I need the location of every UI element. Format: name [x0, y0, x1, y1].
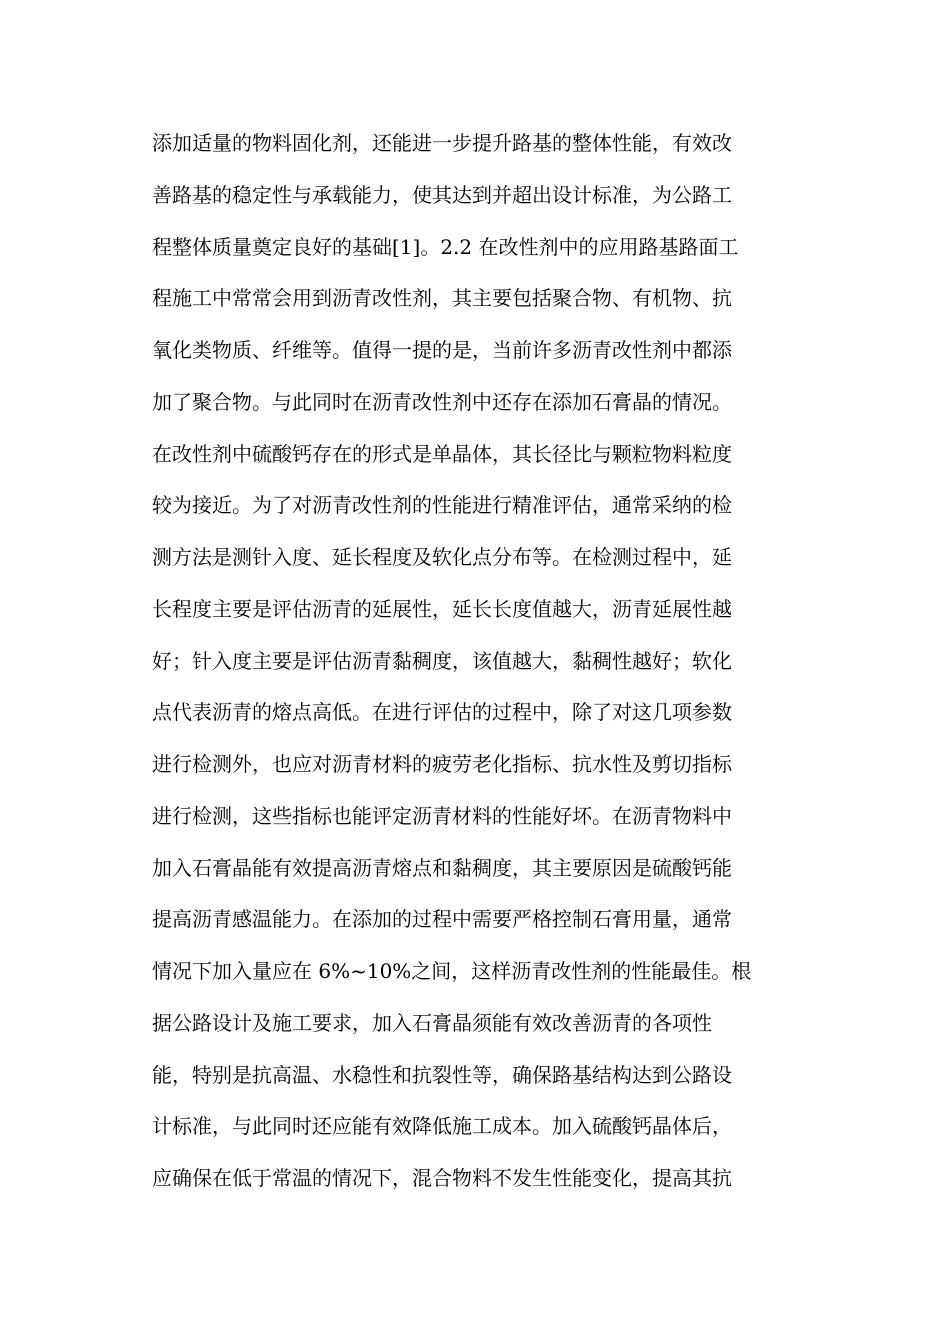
text-line: 氧化类物质、纤维等。值得一提的是，当前许多沥青改性剂中都添: [152, 338, 732, 362]
text-line: 在改性剂中硫酸钙存在的形式是单晶体，其长径比与颗粒物料粒度: [152, 441, 732, 466]
text-line: 应确保在低于常温的情况下，混合物料不发生性能变化，提高其抗: [152, 1166, 732, 1190]
text-line: 善路基的稳定性与承载能力，使其达到并超出设计标准，为公路工: [152, 182, 732, 207]
text-line: 点代表沥青的熔点高低。在进行评估的过程中，除了对这几项参数: [152, 700, 732, 725]
body-paragraph: [152, 118, 812, 1205]
text-line: 长程度主要是评估沥青的延展性，延长长度值越大，沥青延展性越: [152, 596, 732, 621]
text-line: 较为接近。为了对沥青改性剂的性能进行精准评估，通常采纳的检: [152, 493, 732, 518]
text-line: 测方法是测针入度、延长程度及软化点分布等。在检测过程中，延: [152, 545, 732, 569]
text-line: 加入石膏晶能有效提高沥青熔点和黏稠度，其主要原因是硫酸钙能: [152, 855, 732, 880]
text-line: 程整体质量奠定良好的基础[1]。2.2 在改性剂中的应用路基路面工: [152, 234, 739, 259]
text-line: 计标准，与此同时还应能有效降低施工成本。加入硫酸钙晶体后，: [152, 1114, 732, 1139]
text-line: 情况下加入量应在 6%~10%之间，这样沥青改性剂的性能最佳。根: [152, 959, 752, 983]
text-line: 据公路设计及施工要求，加入石膏晶须能有效改善沥青的各项性: [152, 1010, 712, 1035]
text-line: 好；针入度主要是评估沥青黏稠度，该值越大，黏稠性越好；软化: [152, 648, 732, 673]
text-line: 进行检测，这些指标也能评定沥青材料的性能好坏。在沥青物料中: [152, 803, 732, 828]
text-line: 能，特别是抗高温、水稳性和抗裂性等，确保路基结构达到公路设: [152, 1062, 732, 1087]
text-line: 程施工中常常会用到沥青改性剂，其主要包括聚合物、有机物、抗: [152, 286, 732, 311]
text-line: 进行检测外，也应对沥青材料的疲劳老化指标、抗水性及剪切指标: [152, 752, 732, 776]
text-line: 提高沥青感温能力。在添加的过程中需要严格控制石膏用量，通常: [152, 907, 732, 932]
text-line: 加了聚合物。与此同时在沥青改性剂中还存在添加石膏晶的情况。: [152, 389, 732, 414]
text-line: 添加适量的物料固化剂，还能进一步提升路基的整体性能，有效改: [152, 131, 732, 155]
